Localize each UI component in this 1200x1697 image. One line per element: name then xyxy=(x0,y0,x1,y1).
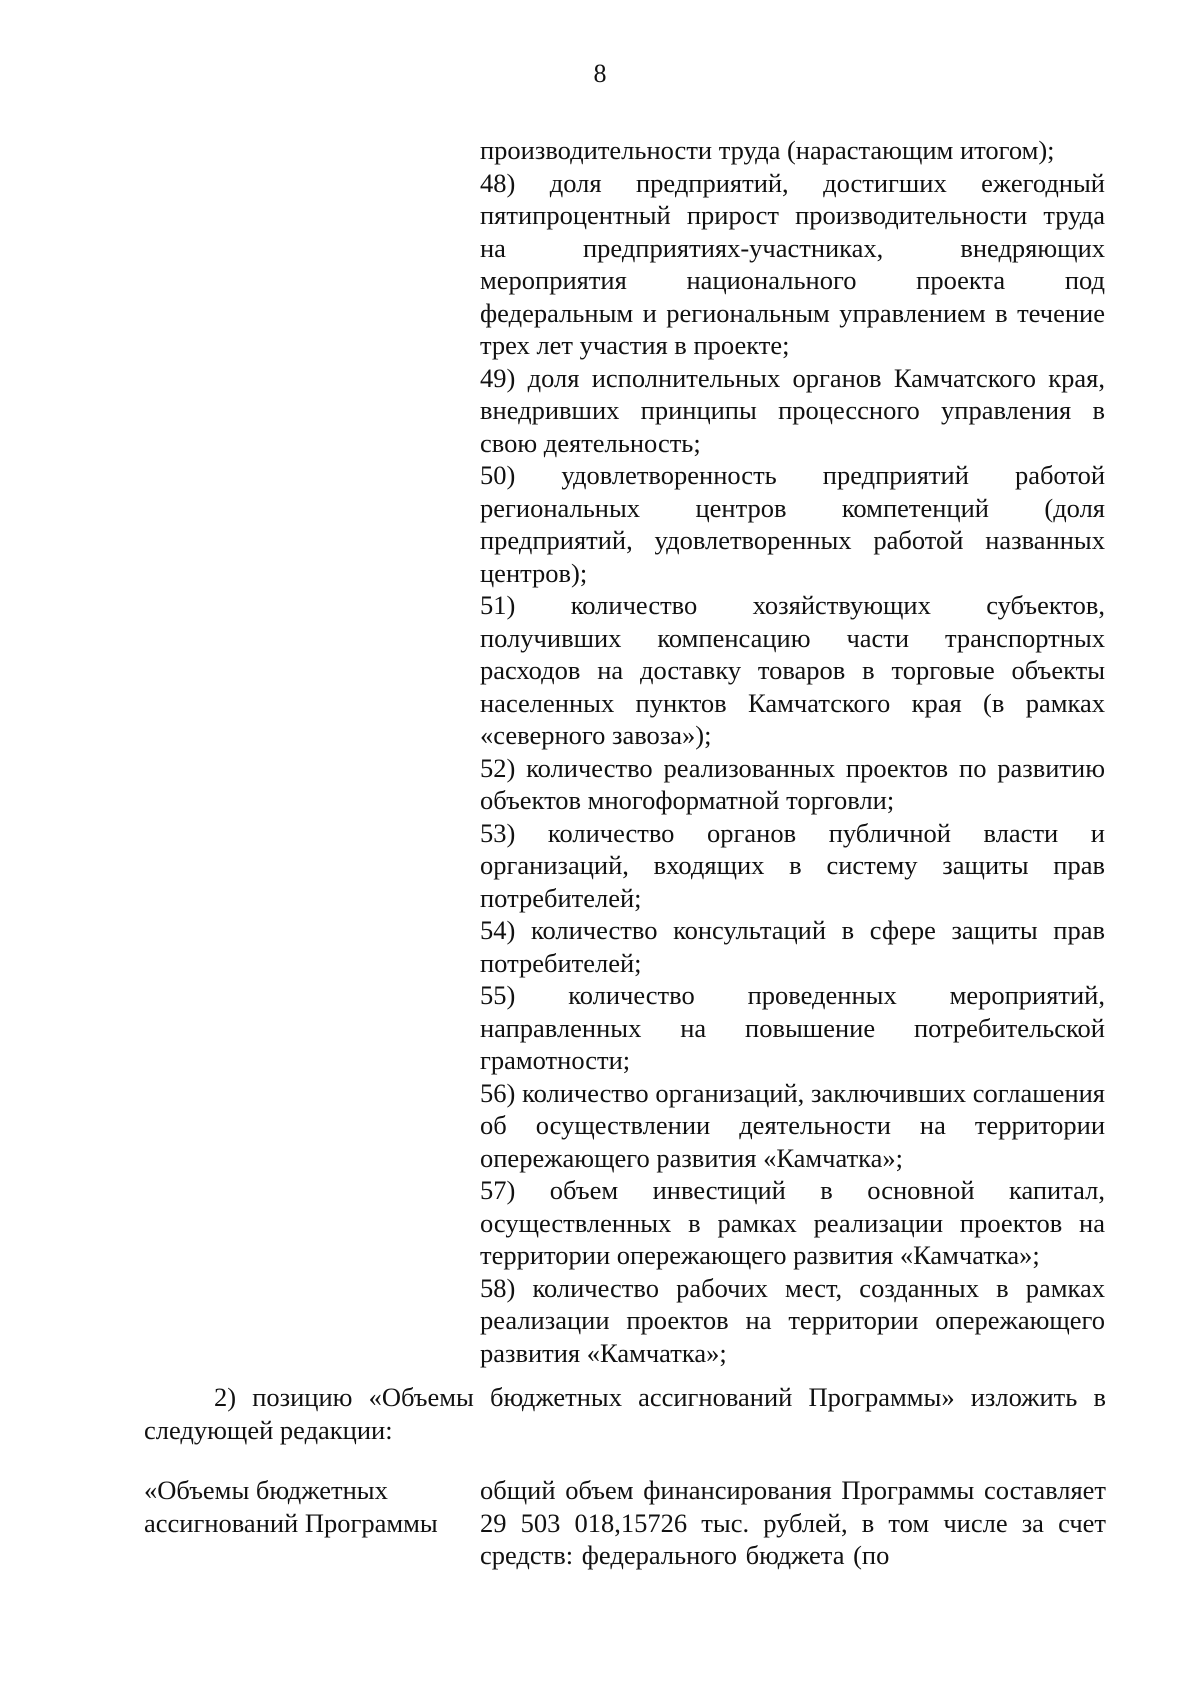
amendment-paragraph: 2) позицию «Объемы бюджетных ассигнований Программы» изложить в следующей редакции: xyxy=(144,1382,1106,1445)
list-item: 51) количество хозяйствующих субъектов, получивших компенсацию части транспортных расходов на доставку товаров в торговые объекты населенных пунктов Камчатского края (в рамках «северного завоза»); xyxy=(480,590,1105,750)
list-item: 50) удовлетворенность предприятий работой региональных центров компетенций (доля предприятий, удовлетворенных работой названных центров); xyxy=(480,460,1105,588)
budget-content-cell: общий объем финансирования Программы составляет 29 503 018,15726 тыс. рублей, в том числе за счет средств: федерального бюджета (по xyxy=(480,1475,1106,1570)
list-item: 55) количество проведенных мероприятий, направленных на повышение потребительской грамотности; xyxy=(480,980,1105,1075)
list-item: 58) количество рабочих мест, созданных в рамках реализации проектов на территории опережающего развития «Камчатка»; xyxy=(480,1272,1105,1368)
list-item: 57) объем инвестиций в основной капитал, осуществленных в рамках реализации проектов на территории опережающего развития «Камчатка»; xyxy=(480,1175,1105,1270)
list-continuation: производительности труда (нарастающим итогом); xyxy=(480,135,1055,165)
list-item: 48) доля предприятий, достигших ежегодный пятипроцентный прирост производительности труда на предприятиях-участниках, внедряющих мероприятия национального проекта под федеральным и региональным управлением в течение трех лет участия в проекте; xyxy=(480,167,1105,360)
list-item: 53) количество органов публичной власти и организаций, входящих в систему защиты прав потребителей; xyxy=(480,817,1105,913)
list-item: 49) доля исполнительных органов Камчатского края, внедривших принципы процессного управления в свою деятельность; xyxy=(480,362,1105,458)
list-item: 54) количество консультаций в сфере защиты прав потребителей; xyxy=(480,915,1105,978)
list-item: 52) количество реализованных проектов по развитию объектов многоформатной торговли; xyxy=(480,752,1105,815)
budget-label-cell: «Объемы бюджетных ассигнований Программы xyxy=(144,1475,438,1538)
indicator-list xyxy=(480,134,1105,1369)
list-item: 56) количество организаций, заключивших соглашения об осуществлении деятельности на территории опережающего развития «Камчатка»; xyxy=(480,1077,1105,1173)
page-number: 8 xyxy=(593,59,607,88)
